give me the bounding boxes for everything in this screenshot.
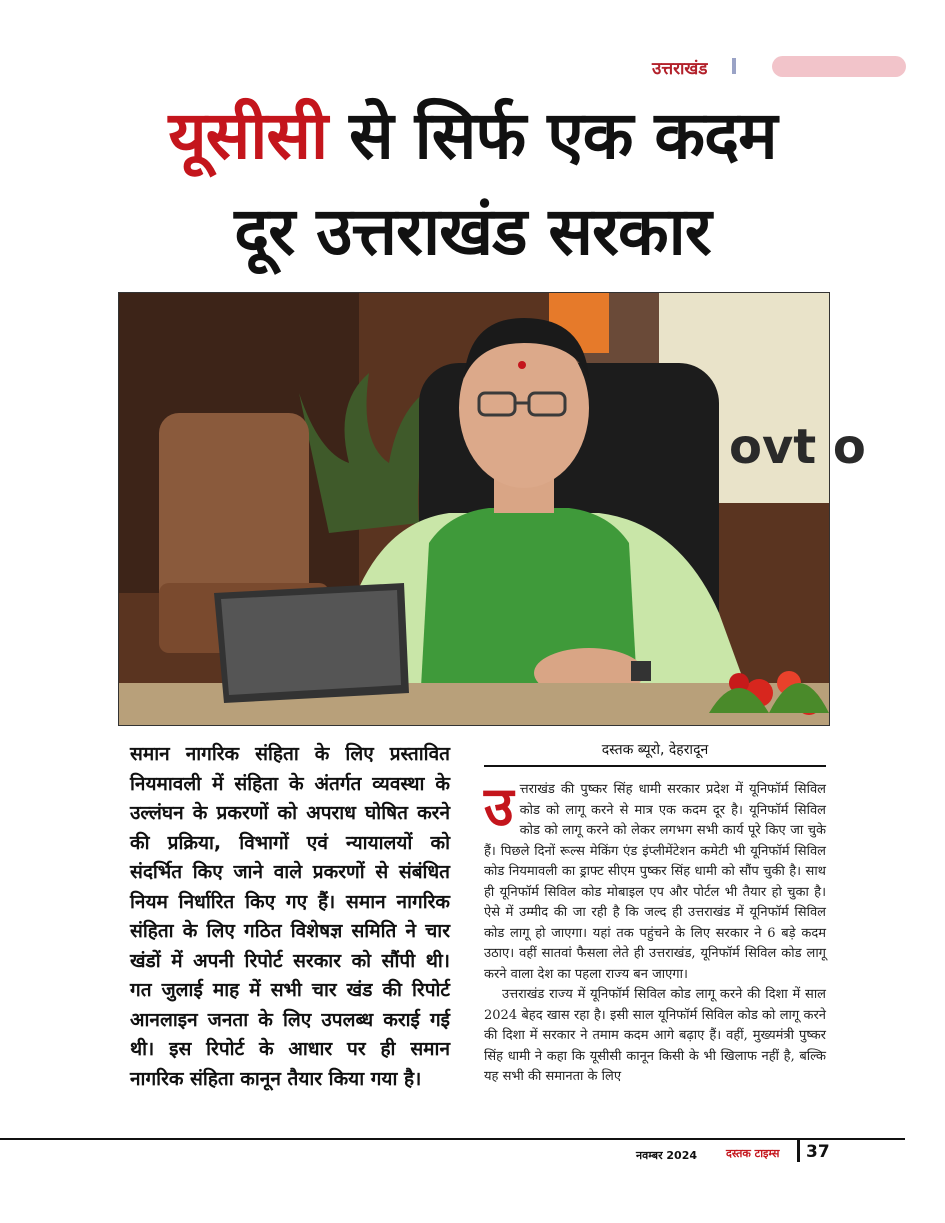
page-number: 37 <box>806 1142 830 1162</box>
pull-quote: समान नागरिक संहिता के लिए प्रस्तावित नियमावली में संहिता के अंतर्गत व्यवस्था के उल्लंघन के प्रकरणों को अपराध घोषित करने की प्रक्रिया, विभागों एवं न्यायालयों को संदर्भित किए जाने वाले प्रकरणों से संबंधित नियम निर्धारित किए गए हैं। समान नागरिक संहिता के लिए गठित विशेषज्ञ समिति ने चार खंडों में अपनी रिपोर्ट सरकार को सौंपी थी। गत जुलाई माह में सभी चार खंड की रिपोर्ट आनलाइन जनता के लिए उपलब्ध कराई गई थी। इस रिपोर्ट के आधार पर ही समान नागरिक संहिता कानून तैयार किया गया है। <box>130 743 450 1090</box>
article-paragraph-2: उत्तराखंड राज्य में यूनिफॉर्म सिविल कोड लागू करने की दिशा में साल 2024 बेहद खास रहा है। इसी साल यूनिफॉर्म सिविल कोड को लागू करने की दिशा में सरकार ने तमाम कदम आगे बढ़ाए हैं। वहीं, मुख्यमंत्री पुष्कर सिंह धामी ने कहा कि यूसीसी कानून किसी के भी खिलाफ नहीं है, बल्कि यह सभी की समानता के लिए <box>484 987 826 1084</box>
dropcap: उ <box>484 775 514 838</box>
headline-line-1 <box>0 96 945 176</box>
footer-brand-logo: दस्तक टाइम्स <box>726 1147 780 1160</box>
headline-line-2: दूर उत्तराखंड सरकार <box>234 193 711 270</box>
headline-highlight: यूसीसी <box>168 97 328 174</box>
footer-rule <box>0 1138 905 1140</box>
article-paragraph-1 <box>484 775 826 985</box>
section-tag-divider <box>732 58 736 74</box>
photo-illustration <box>119 293 866 725</box>
article-body <box>484 775 826 1088</box>
section-tag-bar <box>772 56 906 77</box>
article-paragraph-1-text: त्तराखंड की पुष्कर सिंह धामी सरकार प्रदेश में यूनिफॉर्म सिविल कोड को लागू करने से मात्र एक कदम दूर है। यूनिफॉर्म सिविल कोड को लागू करने को लेकर लगभग सभी कार्य पूरे किए जा चुके हैं। पिछले दिनों रूल्स मेकिंग एंड इंप्लीमेंटेशन कमेटी भी यूनिफॉर्म सिविल कोड नियमावली का ड्राफ्ट सीएम पुष्कर सिंह धामी को सौंप चुकी है। साथ ही यूनिफॉर्म सिविल कोड मोबाइल एप और पोर्टल भी तैयार हो चुका है। ऐसे में उम्मीद की जा रही है कि जल्द ही उत्तराखंड में यूनिफॉर्म सिविल कोड लागू हो जाएगा। यहां तक पहुंचने के लिए सरकार ने 6 बड़े कदम उठाए। वहीं सातवां फैसला लेते ही उत्तराखंड, यूनिफॉर्म सिविल कोड लागू करने वाला देश का पहला राज्य बन जाएगा। <box>484 782 826 982</box>
section-tag: उत्तराखंड <box>652 59 708 79</box>
photo-sign-text: ovt o <box>729 419 866 475</box>
article-photo <box>118 292 866 726</box>
footer-divider <box>797 1140 800 1162</box>
headline-line-1-rest: से सिर्फ एक कदम <box>327 97 777 174</box>
byline: दस्तक ब्यूरो, देहरादून <box>484 740 826 767</box>
footer-month: नवम्बर 2024 <box>636 1149 698 1162</box>
